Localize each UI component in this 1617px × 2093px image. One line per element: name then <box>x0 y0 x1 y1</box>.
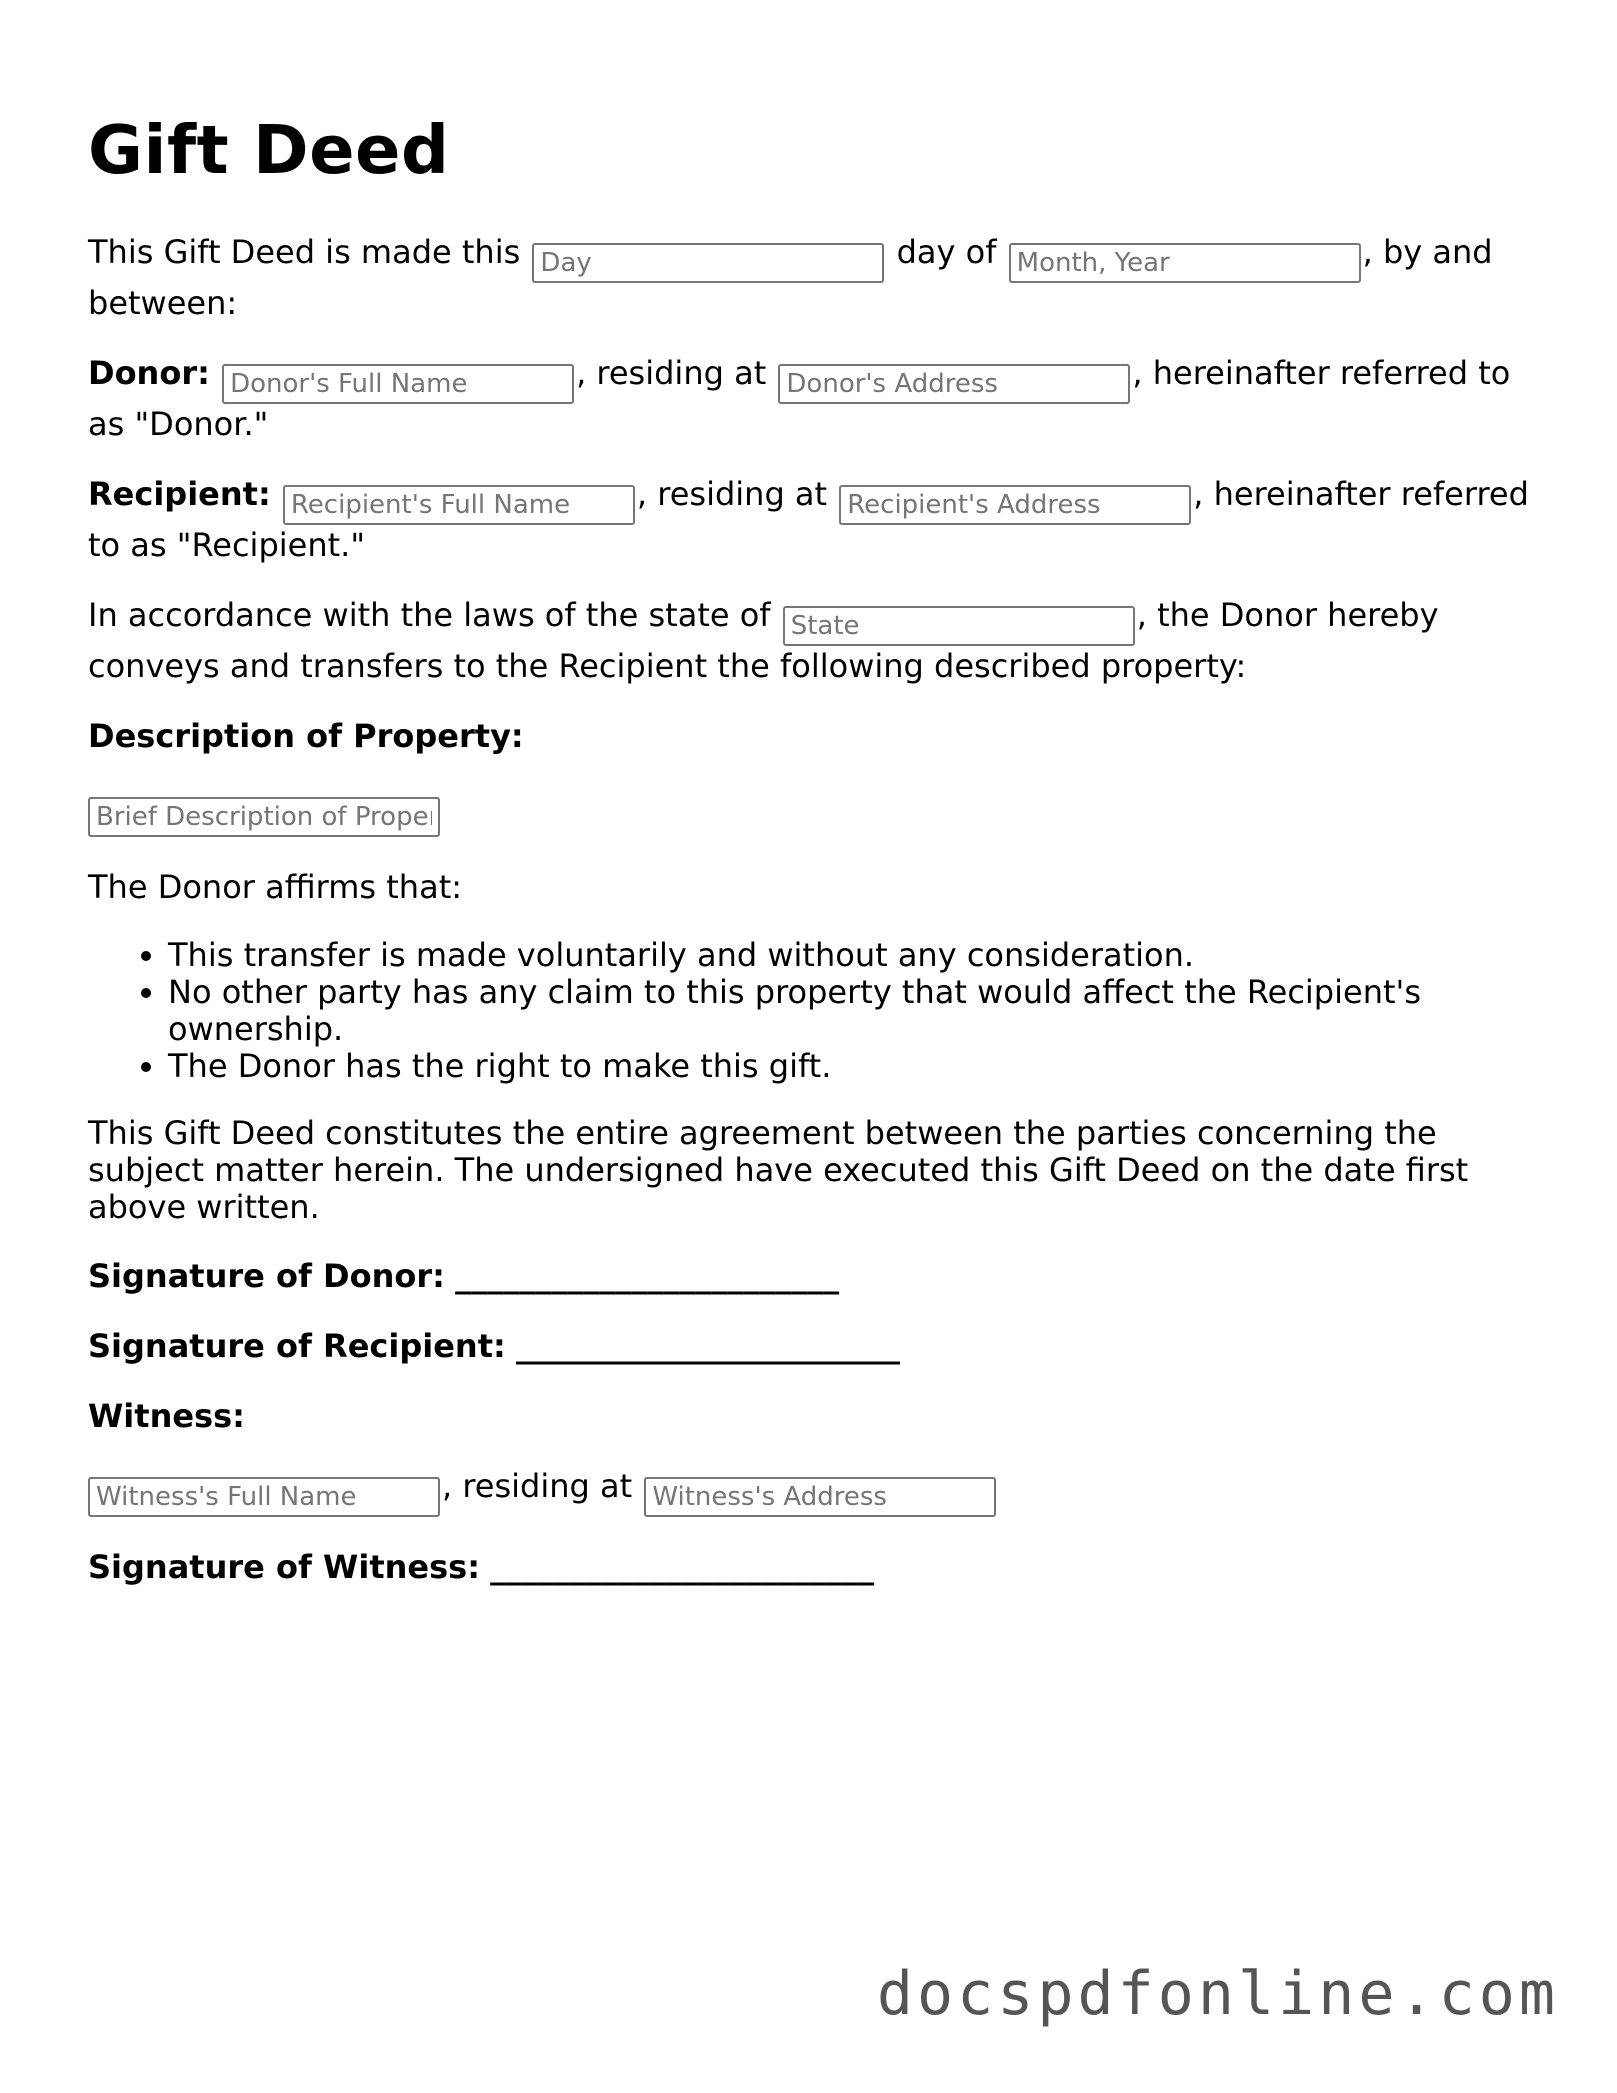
intro-text-day-of: day of <box>886 233 1007 271</box>
intro-text-end: , by and between: <box>88 233 1493 322</box>
document-page <box>88 0 1538 1587</box>
donor-signature-row <box>88 1256 1538 1296</box>
witness-heading-text: Witness: <box>88 1397 245 1435</box>
donor-signature-line[interactable]: ________________________ <box>455 1257 840 1295</box>
affirm-item: • This transfer is made voluntarily and without any consideration. <box>168 937 1538 974</box>
document-title: Gift Deed <box>88 111 450 189</box>
recipient-signature-label: Signature of Recipient: <box>88 1327 506 1365</box>
witness-signature-row <box>88 1547 1538 1587</box>
intro-paragraph <box>88 232 1538 323</box>
witness-heading <box>88 1396 1538 1436</box>
state-text-end: , the Donor hereby conveys and transfers to the Recipient the following described property: <box>88 596 1439 685</box>
witness-name-input[interactable] <box>88 1477 440 1517</box>
affirm-intro: The Donor affirms that: <box>88 868 463 906</box>
donor-address-input[interactable] <box>778 364 1130 404</box>
property-description-input[interactable] <box>88 797 440 837</box>
recipient-name-input[interactable] <box>283 485 635 525</box>
recipient-signature-row <box>88 1326 1538 1366</box>
property-heading <box>88 716 1538 756</box>
donor-residing-text: , residing at <box>576 354 777 392</box>
donor-name-input[interactable] <box>222 364 574 404</box>
state-text-start: In accordance with the laws of the state of <box>88 596 781 634</box>
watermark: docspdfonline.com <box>876 1959 1559 2029</box>
recipient-signature-line[interactable]: ________________________ <box>515 1327 900 1365</box>
donor-text-end: , hereinafter referred to as "Donor." <box>88 354 1511 443</box>
day-input[interactable] <box>532 243 884 283</box>
donor-signature-label: Signature of Donor: <box>88 1257 445 1295</box>
witness-residing-text: , residing at <box>442 1467 643 1505</box>
recipient-text-end: , hereinafter referred to as "Recipient." <box>88 475 1529 564</box>
recipient-paragraph <box>88 474 1538 565</box>
witness-signature-line[interactable]: ________________________ <box>490 1548 875 1586</box>
state-input[interactable] <box>783 606 1135 646</box>
intro-text-start: This Gift Deed is made this <box>88 233 531 271</box>
affirm-item: • No other party has any claim to this property that would affect the Recipient's ownership. <box>168 974 1538 1048</box>
witness-address-input[interactable] <box>644 1477 996 1517</box>
property-heading-text: Description of Property: <box>88 717 524 755</box>
affirm-item: • The Donor has the right to make this gift. <box>168 1048 1538 1085</box>
state-paragraph <box>88 595 1538 686</box>
donor-label: Donor: <box>88 354 210 392</box>
donor-paragraph <box>88 353 1538 444</box>
affirm-list <box>88 937 1538 1085</box>
witness-paragraph <box>88 1466 1538 1517</box>
witness-signature-label: Signature of Witness: <box>88 1548 480 1586</box>
recipient-label: Recipient: <box>88 475 271 513</box>
recipient-residing-text: , residing at <box>636 475 838 513</box>
property-field-row <box>88 786 1538 837</box>
month-year-input[interactable] <box>1009 243 1361 283</box>
recipient-address-input[interactable] <box>839 485 1191 525</box>
entire-agreement-paragraph: This Gift Deed constitutes the entire agreement between the parties concerning the subject matter herein. The undersigned have executed this Gift Deed on the date first above written. <box>88 1114 1469 1226</box>
